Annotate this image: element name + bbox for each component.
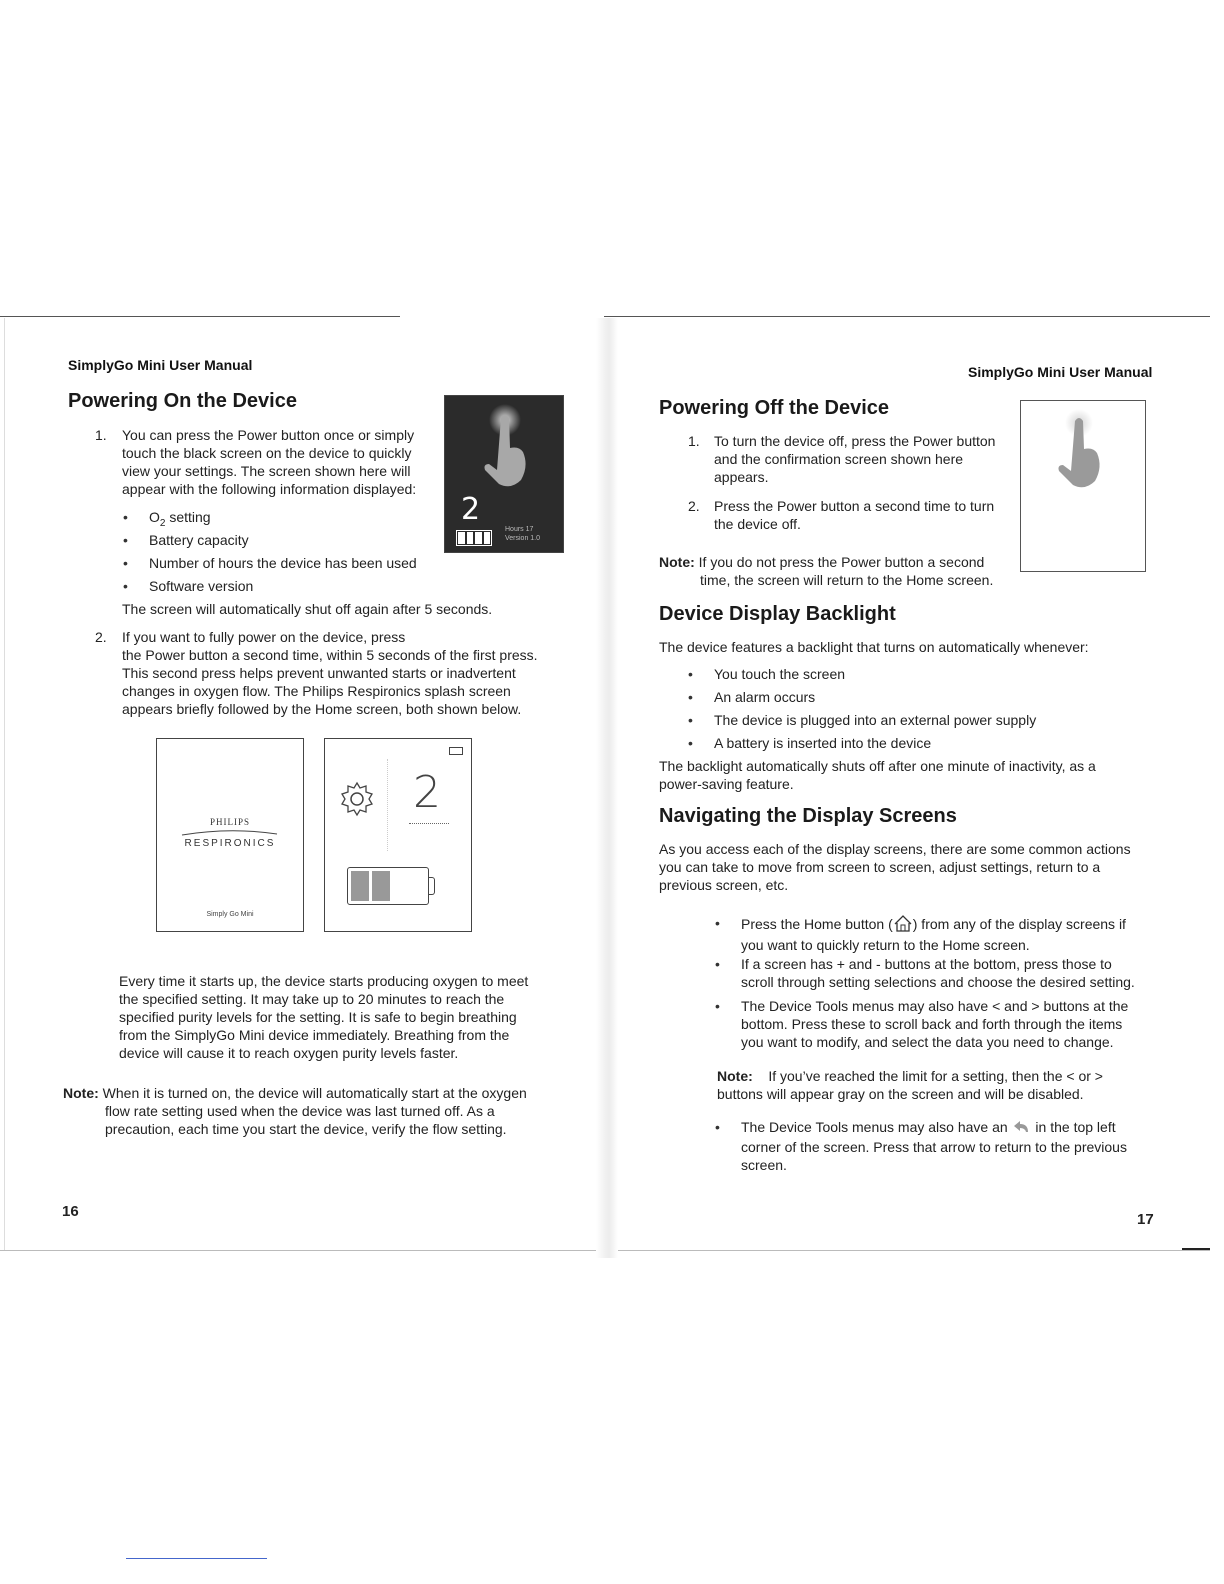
bullet-hours: • Number of hours the device has been used: [149, 554, 417, 572]
home-icon: [893, 914, 913, 936]
step-2-line: the Power button a second time, within 5 seconds of the first press.: [122, 647, 538, 663]
off-note-first: If you do not press the Power button a second: [694, 554, 985, 570]
o2-subscript: 2: [159, 517, 166, 529]
touch-hand-icon: [445, 396, 563, 552]
nav-intro-line: previous screen, etc.: [659, 877, 789, 893]
backlight-bullet: • An alarm occurs: [714, 688, 815, 706]
off-step-1-number: 1.: [688, 433, 700, 449]
power-off-screen-figure: [1020, 400, 1146, 572]
device-screen-preview: [444, 395, 564, 553]
left-page-edge: [4, 318, 5, 1250]
startup-line: the specified setting. It may take up to 20 minutes to reach the: [119, 991, 505, 1007]
preview-battery-icon: [456, 530, 492, 546]
step-2-line: appears briefly followed by the Home screen, both shown below.: [122, 701, 522, 717]
home-battery-icon: [347, 867, 429, 905]
step-1-line: view your settings. The screen shown here will: [122, 463, 411, 479]
backlight-bullet: • A battery is inserted into the device: [714, 734, 931, 752]
home-divider-vertical: [387, 759, 389, 851]
backlight-bullet: • You touch the screen: [714, 665, 845, 683]
touch-hand-icon: [1021, 401, 1145, 571]
home-setting-number: 2: [413, 767, 441, 818]
backlight-outro-line: power-saving feature.: [659, 776, 794, 792]
home-setting-underline: [409, 823, 449, 824]
off-step-1-text: [714, 432, 1014, 486]
right-page-number: 17: [1137, 1211, 1154, 1228]
off-step-2-text: [714, 497, 1014, 533]
step-1-line: appear with the following information displayed:: [122, 481, 417, 497]
backlight-outro-line: The backlight automatically shuts off after one minute of inactivity, as a: [659, 758, 1096, 774]
blue-underline: [126, 1558, 267, 1559]
shutoff-line: The screen will automatically shut off again after 5 seconds.: [122, 601, 493, 617]
home-screen-figure: [324, 738, 472, 932]
startup-line: specified purity levels for the setting. It is safe to begin breathing: [119, 1009, 517, 1025]
off-step-line: To turn the device off, press the Power button: [714, 433, 996, 449]
off-step-line: and the confirmation screen shown here: [714, 451, 964, 467]
note-label: Note:: [717, 1068, 753, 1084]
backlight-intro: The device features a backlight that turns on automatically whenever:: [659, 639, 1089, 655]
limit-note-first: If you’ve reached the limit for a setting, then the < or >: [752, 1068, 1103, 1084]
off-note-second: time, the screen will return to the Home screen.: [700, 572, 994, 588]
section-title-powering-off: Powering Off the Device: [659, 397, 890, 419]
step-2-number: 2.: [95, 629, 107, 645]
note-line: flow rate setting used when the device was last turned off. As a: [105, 1103, 495, 1119]
settings-gear-icon: [337, 779, 377, 819]
section-title-powering-on: Powering On the Device: [68, 390, 297, 412]
corner-mark: [1182, 1248, 1210, 1250]
home-battery-indicator-icon: [449, 747, 463, 755]
page-gutter: [596, 318, 618, 1258]
step-2-line: If you want to fully power on the device, press: [122, 629, 406, 645]
step-2-line: changes in oxygen flow. The Philips Respironics splash screen: [122, 683, 511, 699]
off-step-2-number: 2.: [688, 498, 700, 514]
note-line: precaution, each time you start the device, verify the flow setting.: [105, 1121, 507, 1137]
section-title-navigating: Navigating the Display Screens: [659, 805, 957, 827]
splash-screen-figure: [156, 738, 304, 932]
bullet-battery: • Battery capacity: [149, 531, 249, 549]
preview-hours: Hours 17: [505, 526, 534, 533]
nav-bullet-plus-minus: • If a screen has + and - buttons at the bottom, press those to scroll through setting selections and choose the desired setting.: [741, 955, 1181, 991]
nav-bullet-back-arrow: • The Device Tools menus may also have an in the top left corner of the screen. Press that arrow to return to the previous screen.: [741, 1118, 1181, 1174]
note-label: Note:: [659, 554, 695, 570]
nav-intro: [659, 840, 1179, 894]
step-1-line: You can press the Power button once or simply: [122, 427, 415, 443]
splash-product: Simply Go Mini: [206, 911, 254, 918]
nav-bullet-arrows: • The Device Tools menus may also have < and > buttons at the bottom. Press these to scroll back and forth through the items you want to modify, and select the data you need to change.: [741, 997, 1181, 1051]
left-running-head: SimplyGo Mini User Manual: [68, 357, 253, 373]
preview-version: Version 1.0: [505, 535, 541, 542]
bullet-o2-setting: • $O_2$ setting: [149, 508, 211, 533]
startup-line: Every time it starts up, the device starts producing oxygen to meet: [119, 973, 529, 989]
section-title-backlight: Device Display Backlight: [659, 603, 896, 625]
off-step-line: Press the Power button a second time to turn: [714, 498, 995, 514]
right-top-rule: [604, 316, 1210, 317]
step-2-text: [122, 628, 562, 718]
left-note: [63, 1084, 563, 1138]
home-battery-tip: [429, 877, 435, 895]
step-1-number: 1.: [95, 427, 107, 443]
nav-bullet-home: • Press the Home button ( ) from any of the display screens if you want to quickly return to the Home screen.: [741, 914, 1181, 954]
nav-intro-line: As you access each of the display screens, there are some common actions: [659, 841, 1131, 857]
step-1-text: [122, 426, 442, 498]
startup-line: device will cause it to reach oxygen purity levels faster.: [119, 1045, 459, 1061]
note-label: Note:: [63, 1085, 99, 1101]
left-page-number: 16: [62, 1203, 79, 1220]
startup-paragraph: [119, 972, 559, 1062]
limit-note-second: buttons will appear gray on the screen and will be disabled.: [717, 1086, 1084, 1102]
step-1-line: touch the black screen on the device to quickly: [122, 445, 412, 461]
preview-setting-number: 2: [461, 492, 481, 527]
limit-note: [717, 1067, 1157, 1103]
off-step-line: the device off.: [714, 516, 801, 532]
backlight-bullet: • The device is plugged into an external power supply: [714, 711, 1036, 729]
splash-sub-brand: RESPIRONICS: [184, 838, 276, 849]
backlight-outro: [659, 757, 1159, 793]
note-first-line: When it is turned on, the device will automatically start at the oxygen: [98, 1085, 527, 1101]
splash-brand: PHILIPS: [209, 817, 250, 827]
startup-line: from the SimplyGo Mini device immediately. Breathing from the: [119, 1027, 510, 1043]
step-2-line: This second press helps prevent unwanted starts or inadvertent: [122, 665, 516, 681]
right-running-head: SimplyGo Mini User Manual: [968, 364, 1153, 380]
nav-intro-line: you can take to move from screen to screen, adjust settings, return to a: [659, 859, 1101, 875]
off-step-line: appears.: [714, 469, 769, 485]
off-note: [659, 553, 1019, 589]
left-top-rule: [0, 316, 400, 317]
back-arrow-icon: [1012, 1120, 1032, 1138]
bullet-software: • Software version: [149, 577, 253, 595]
